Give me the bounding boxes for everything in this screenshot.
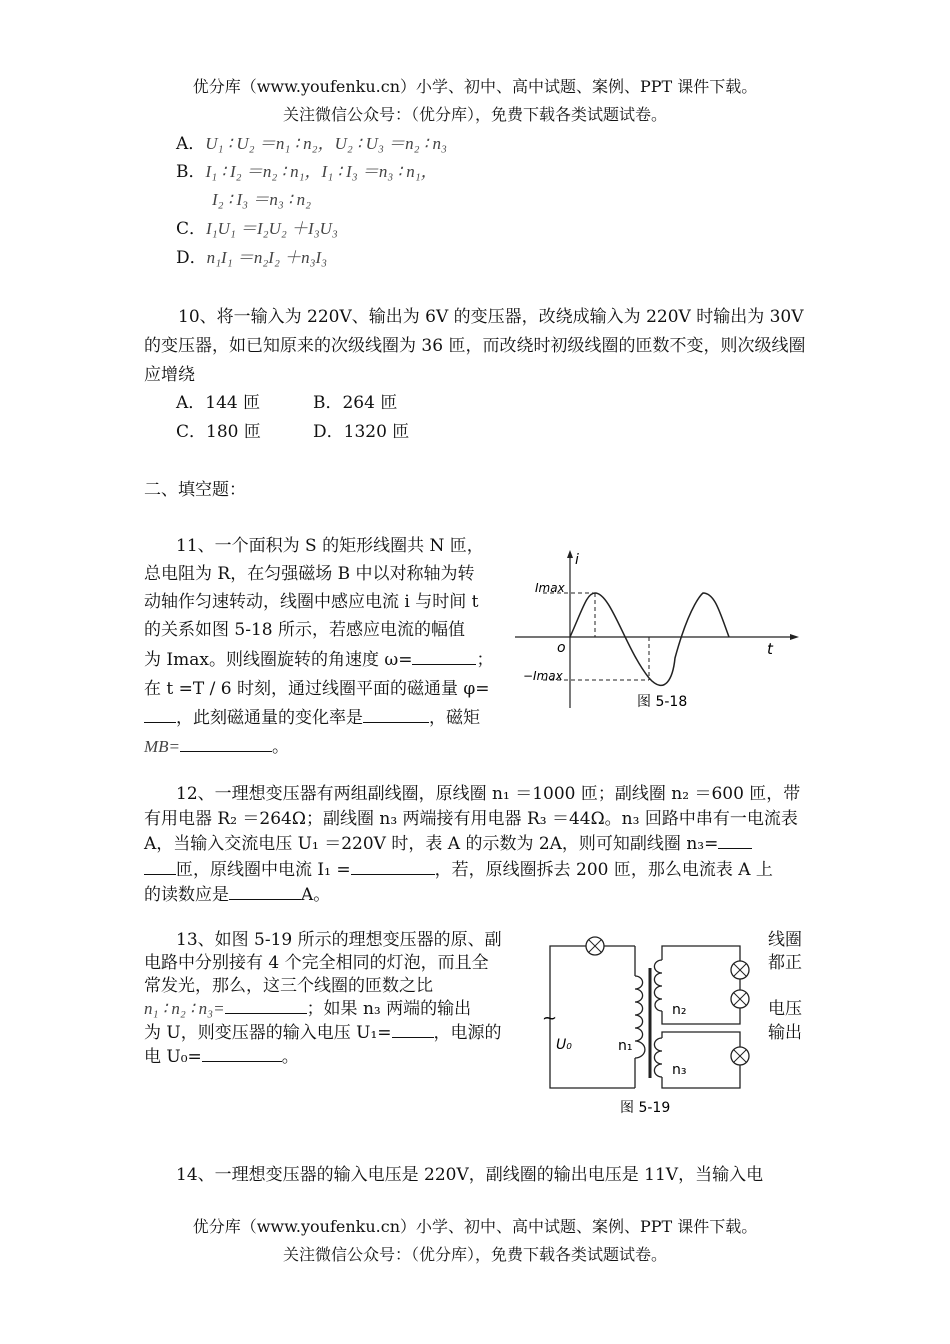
axis-label-t: t	[767, 640, 773, 658]
blank-underline	[363, 706, 429, 723]
secondary-wire-n3	[662, 1032, 740, 1088]
footer-line-1: 优分库（www.youfenku.cn）小学、初中、高中试题、案例、PPT 课件下载。	[192, 1217, 758, 1236]
secondary-coil-n2	[654, 960, 662, 1011]
q13-line: 常发光，那么，这三个线圈的匝数之比	[144, 976, 433, 996]
q11-text: 。	[272, 737, 290, 757]
figure-caption: 图 5-19	[620, 1100, 671, 1116]
label-n1: n₁	[618, 1038, 633, 1054]
q9-option-c	[176, 217, 338, 241]
q12-line: 12、一理想变压器有两组副线圈，原线圈 n₁ ＝1000 匝；副线圈 n₂ ＝600 匝，带	[176, 784, 801, 804]
option-label: B．	[176, 162, 206, 182]
lamp-n3	[731, 1047, 749, 1065]
option-formula: U₁ ∶ U₂ ＝n₁ ∶ n₂，U₂ ∶ U₃ ＝n₂ ∶ n₃	[205, 134, 447, 153]
q10-text: 10、将一输入为 220V、输出为 6V 的变压器，改绕成输入为 220V 时输出为 30V 的变压器，如已知原来的次级线圈为 36 匝，而改绕时初级线圈的匝数不变，则次级线圈应增绕	[144, 307, 806, 385]
header-line-1: 优分库（www.youfenku.cn）小学、初中、高中试题、案例、PPT 课件下载。	[192, 77, 758, 96]
origin-label: o	[557, 640, 566, 656]
q13-text: ；如果 n₃ 两端的输出	[306, 999, 472, 1019]
q10-option-c: C．180 匝	[176, 422, 261, 442]
q11-text: ；	[476, 650, 494, 670]
blank-underline	[412, 648, 476, 665]
option-formula: I₁U₁ ＝I₂U₂ ＋I₃U₃	[206, 219, 338, 238]
lamp-n2-upper	[731, 961, 749, 979]
q13-side-text: 电压	[768, 999, 802, 1019]
q13-text: n₁ ∶ n₂ ∶ n₃=	[144, 999, 225, 1018]
option-label: D．	[176, 248, 207, 268]
blank-underline	[225, 997, 307, 1014]
q11-text: 为 Imax。则线圈旋转的角速度 ω=	[144, 650, 413, 670]
q12-line	[144, 832, 752, 856]
q12-text: 匝，原线圈中电流 I₁ =	[176, 860, 351, 880]
q10-option-d: D．1320 匝	[313, 422, 410, 442]
q12-line: 有用电器 R₂ ＝264Ω；副线圈 n₃ 两端接有用电器 R₃ ＝44Ω。n₃ 回路中串有一电流表	[144, 809, 798, 829]
q13-side-text: 输出	[768, 1023, 802, 1043]
q13-line	[144, 997, 471, 1021]
option-label: C．	[176, 219, 207, 239]
q13-text: ，电源的	[433, 1023, 502, 1043]
lamp-n2-lower	[731, 990, 749, 1008]
q9-option-a	[176, 132, 447, 156]
q12-text: ，若，原线圈拆去 200 匝，那么电流表 A 上	[434, 860, 773, 880]
q11-text: ，此刻磁通量的变化率是	[176, 708, 363, 728]
q11-text: ，磁矩	[429, 708, 480, 728]
header-line-2: 关注微信公众号：（优分库），免费下载各类试题试卷。	[282, 105, 667, 124]
section-title: 二、填空题：	[144, 480, 246, 500]
blank-underline	[392, 1021, 434, 1038]
label-n2: n₂	[672, 1002, 687, 1018]
figure-caption: 图 5-18	[637, 694, 688, 710]
q12-line	[144, 883, 330, 907]
t-axis-arrow	[790, 634, 799, 640]
q12-text: 的读数应是	[144, 885, 229, 905]
q13-side-text: 都正	[768, 953, 802, 973]
label-n3: n₃	[672, 1062, 687, 1078]
blank-underline	[180, 735, 272, 752]
option-formula: I₂ ∶ I₃ ＝n₃ ∶ n₂	[212, 190, 312, 209]
q12-text: A，当输入交流电压 U₁ ＝220V 时，表 A 的示数为 2A，则可知副线圈 n₃=	[144, 834, 719, 854]
figure-5-19	[540, 928, 762, 1118]
lamp-primary	[586, 937, 604, 955]
q12-line	[144, 858, 773, 882]
i-axis-arrow	[567, 550, 573, 558]
option-formula: n₁I₁ ＝n₂I₂ ＋n₃I₃	[206, 248, 328, 267]
q13-side-text: 线圈	[768, 930, 802, 950]
q13-line: 电路中分别接有 4 个完全相同的灯泡，而且全	[144, 953, 489, 973]
neg-imax-label: −Imax	[523, 669, 563, 683]
primary-coil	[635, 976, 645, 1058]
q12-text: A。	[301, 885, 331, 905]
blank-underline	[351, 858, 435, 875]
q11-line: 总电阻为 R，在匀强磁场 B 中以对称轴为转	[144, 564, 475, 584]
q10-option-a: A．144 匝	[176, 393, 261, 413]
secondary-coil-n3	[654, 1038, 662, 1077]
q9-option-d	[176, 246, 327, 270]
q13-text: 为 U，则变压器的输入电压 U₁=	[144, 1023, 392, 1043]
option-formula: I₁ ∶ I₂ ＝n₂ ∶ n₁，I₁ ∶ I₃ ＝n₃ ∶ n₁，	[205, 162, 438, 181]
q13-line	[144, 1021, 502, 1045]
q11-line	[144, 706, 480, 730]
q11-line: 的关系如图 5-18 所示，若感应电流的幅值	[144, 620, 465, 640]
q13-text: 。	[281, 1047, 299, 1067]
q11-text: MB=	[144, 737, 181, 756]
primary-wire	[550, 946, 635, 1088]
blank-underline	[229, 883, 301, 900]
q13-text: 电 U₀=	[144, 1047, 202, 1067]
q10-option-b: B．264 匝	[313, 393, 398, 413]
q13-line: 13、如图 5-19 所示的理想变压器的原、副	[176, 930, 502, 950]
q11-line	[144, 648, 493, 672]
q11-line: 在 t =T / 6 时刻，通过线圈平面的磁通量 φ=	[144, 679, 490, 699]
blank-underline	[144, 858, 176, 875]
option-label: A．	[176, 134, 206, 154]
q11-line: 11、一个面积为 S 的矩形线圈共 N 匝，	[176, 536, 484, 556]
q9-option-b	[176, 160, 438, 184]
axis-label-i: i	[575, 552, 579, 568]
figure-5-18	[515, 548, 805, 718]
imax-label: Imax	[535, 581, 565, 595]
blank-underline	[718, 832, 752, 849]
q13-line	[144, 1045, 299, 1069]
label-u0: U₀	[556, 1037, 572, 1053]
footer-line-2: 关注微信公众号：（优分库），免费下载各类试题试卷。	[282, 1245, 667, 1264]
q9-option-b-cont	[212, 188, 311, 212]
blank-underline	[202, 1045, 282, 1062]
ac-source-symbol: ~	[542, 1008, 558, 1029]
q14-line: 14、一理想变压器的输入电压是 220V，副线圈的输出电压是 11V，当输入电	[176, 1165, 764, 1185]
blank-underline	[144, 706, 176, 723]
q11-line: 动轴作匀速转动，线圈中感应电流 i 与时间 t	[144, 592, 479, 612]
q11-line	[144, 735, 289, 759]
